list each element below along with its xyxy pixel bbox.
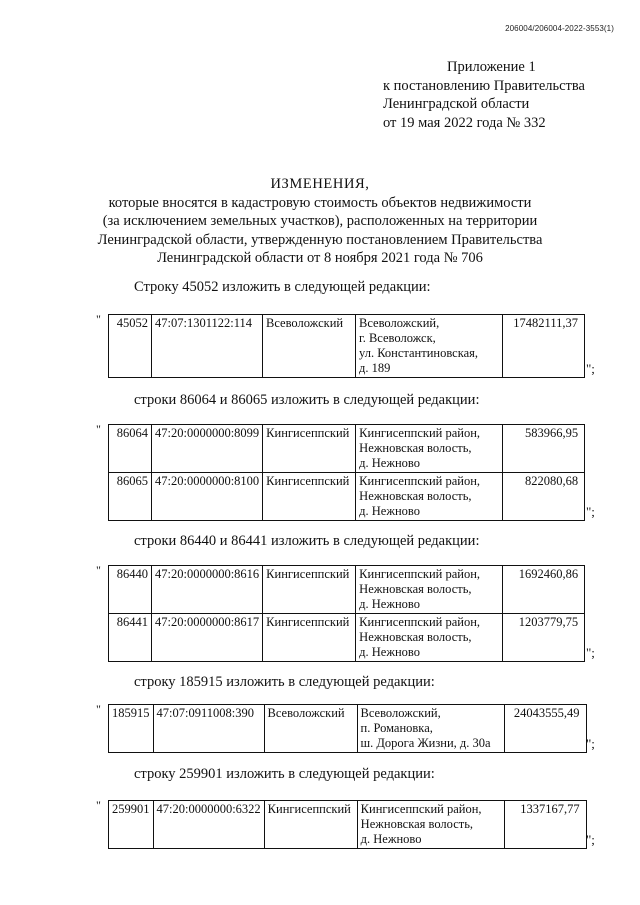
address-cell [357,705,504,753]
title-line: Ленинградской области, утвержденную постановлением Правительства [97,231,543,248]
opening-quote: " [96,563,101,577]
document-title [0,175,640,268]
section-instruction: строки 86440 и 86441 изложить в следующей редакции: [134,533,480,549]
record-table [108,424,585,521]
address-line: д. Нежново [359,597,420,611]
address-cell [356,473,503,521]
address-cell [356,566,503,614]
address-line: д. Нежново [359,456,420,470]
cadastral-value-cell: 1203779,75 [503,614,585,662]
appendix-line: к постановлению Правительства [383,77,585,94]
table-row [109,473,585,521]
address-line: д. Нежново [359,645,420,659]
section-instruction: Строку 45052 изложить в следующей редакции: [134,279,431,295]
address-line: Кингисеппский район, [359,567,481,581]
address-cell [357,801,504,849]
district-cell: Кингисеппский [263,566,356,614]
appendix-block [383,58,585,132]
table-row [109,566,585,614]
address-line: Нежновская волость, [359,630,472,644]
address-line: ул. Константиновская, [359,346,479,360]
table-row [109,315,585,378]
title-heading: ИЗМЕНЕНИЯ, [270,176,370,192]
cadastral-value-cell: 1692460,86 [503,566,585,614]
row-number-cell: 185915 [109,705,154,753]
address-line: п. Романовка, [360,721,433,735]
record-table [108,314,585,378]
address-line: д. Нежново [360,832,422,846]
row-number-cell: 86064 [109,425,152,473]
appendix-line: Ленинградской области [383,96,530,112]
cadastral-number-cell: 47:07:0911008:390 [153,705,264,753]
record-table [108,800,587,849]
opening-quote: " [96,422,101,436]
closing-quote: "; [586,504,595,519]
row-number-cell: 86440 [109,566,152,614]
address-line: Нежновская волость, [359,582,472,596]
opening-quote: " [96,312,101,326]
district-cell: Всеволожский [263,315,356,378]
record-table [108,565,585,662]
address-cell [356,315,503,378]
address-line: д. 189 [359,361,391,375]
row-number-cell: 86441 [109,614,152,662]
table-row [109,705,587,753]
table-row [109,614,585,662]
table-row [109,425,585,473]
address-line: Кингисеппский район, [359,474,481,488]
opening-quote: " [96,798,101,812]
address-line: ш. Дорога Жизни, д. 30а [360,736,491,750]
cadastral-number-cell: 47:07:1301122:114 [152,315,263,378]
address-cell [356,614,503,662]
district-cell: Кингисеппский [263,473,356,521]
section-instruction: строки 86064 и 86065 изложить в следующей редакции: [134,392,480,408]
address-cell [356,425,503,473]
section-instruction: строку 185915 изложить в следующей редакции: [134,674,435,690]
cadastral-value-cell: 17482111,37 [503,315,585,378]
district-cell: Кингисеппский [263,614,356,662]
closing-quote: "; [586,736,595,751]
cadastral-number-cell: 47:20:0000000:8099 [152,425,263,473]
title-line: которые вносятся в кадастровую стоимость объектов недвижимости [108,194,532,211]
closing-quote: "; [586,361,595,376]
title-line: Ленинградской области от 8 ноября 2021 года № 706 [157,250,483,266]
address-line: Всеволожский, [359,316,440,330]
cadastral-value-cell: 1337167,77 [504,801,586,849]
cadastral-number-cell: 47:20:0000000:8617 [152,614,263,662]
opening-quote: " [96,702,101,716]
address-line: Кингисеппский район, [359,426,481,440]
district-cell: Всеволожский [264,705,357,753]
cadastral-number-cell: 47:20:0000000:6322 [153,801,264,849]
section-instruction: строку 259901 изложить в следующей редакции: [134,766,435,782]
address-line: Кингисеппский район, [359,615,481,629]
address-line: Нежновская волость, [360,817,474,831]
address-line: д. Нежново [359,504,420,518]
address-line: Всеволожский, [360,706,441,720]
closing-quote: "; [586,832,595,847]
district-cell: Кингисеппский [264,801,357,849]
cadastral-value-cell: 24043555,49 [504,705,586,753]
row-number-cell: 45052 [109,315,152,378]
table-row [109,801,587,849]
document-id: 206004/206004-2022-3553(1) [505,24,614,33]
appendix-line: от 19 мая 2022 года № 332 [383,114,546,131]
address-line: Кингисеппский район, [360,802,482,816]
cadastral-value-cell: 583966,95 [503,425,585,473]
record-table [108,704,587,753]
row-number-cell: 259901 [109,801,154,849]
cadastral-number-cell: 47:20:0000000:8616 [152,566,263,614]
cadastral-number-cell: 47:20:0000000:8100 [152,473,263,521]
title-line: (за исключением земельных участков), расположенных на территории [102,213,538,229]
address-line: Нежновская волость, [359,441,472,455]
address-line: Нежновская волость, [359,489,472,503]
appendix-line: Приложение 1 [447,59,536,75]
district-cell: Кингисеппский [263,425,356,473]
closing-quote: "; [586,645,595,660]
row-number-cell: 86065 [109,473,152,521]
cadastral-value-cell: 822080,68 [503,473,585,521]
address-line: г. Всеволожск, [359,331,436,345]
